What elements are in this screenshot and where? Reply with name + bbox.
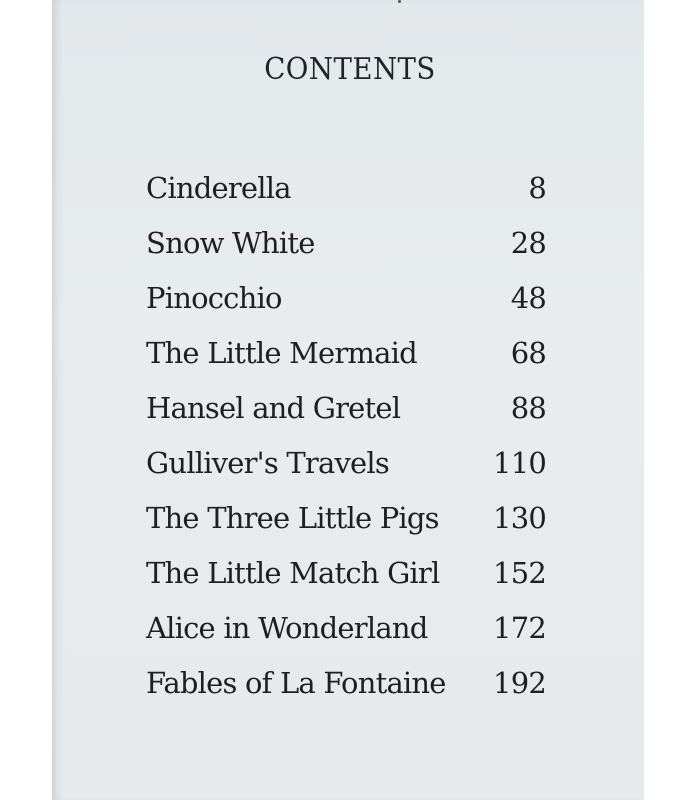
toc-entry-title: Gulliver's Travels [146, 445, 389, 480]
toc-entry-snow-white [146, 215, 546, 270]
toc-entry-title: Hansel and Gretel [146, 390, 401, 425]
toc-entry-title: The Three Little Pigs [146, 500, 439, 535]
toc-entry-little-mermaid [146, 325, 546, 380]
toc-entry-title: Cinderella [146, 170, 291, 205]
toc-entry-fables-la-fontaine [146, 655, 546, 710]
contents-heading: CONTENTS [264, 52, 436, 87]
ink-speck [398, 0, 401, 3]
table-of-contents [146, 160, 546, 710]
toc-entry-page: 172 [493, 610, 546, 645]
toc-entry-page: 130 [493, 500, 546, 535]
toc-entry-title: Fables of La Fontaine [146, 665, 446, 700]
toc-entry-page: 8 [528, 170, 546, 205]
toc-entry-page: 152 [493, 555, 546, 590]
toc-entry-title: Pinocchio [146, 280, 282, 315]
toc-entry-alice-wonderland [146, 600, 546, 655]
toc-entry-title: The Little Mermaid [146, 335, 417, 370]
toc-entry-page: 28 [510, 225, 546, 260]
toc-entry-page: 68 [510, 335, 546, 370]
toc-entry-page: 110 [493, 445, 546, 480]
toc-entry-cinderella [146, 160, 546, 215]
toc-entry-page: 88 [510, 390, 546, 425]
toc-entry-hansel-gretel [146, 380, 546, 435]
toc-entry-three-little-pigs [146, 490, 546, 545]
toc-entry-title: The Little Match Girl [146, 555, 440, 590]
toc-entry-little-match-girl [146, 545, 546, 600]
toc-entry-pinocchio [146, 270, 546, 325]
toc-entry-title: Snow White [146, 225, 315, 260]
toc-entry-gullivers-travels [146, 435, 546, 490]
toc-entry-page: 48 [510, 280, 546, 315]
toc-entry-page: 192 [493, 665, 546, 700]
toc-entry-title: Alice in Wonderland [146, 610, 428, 645]
